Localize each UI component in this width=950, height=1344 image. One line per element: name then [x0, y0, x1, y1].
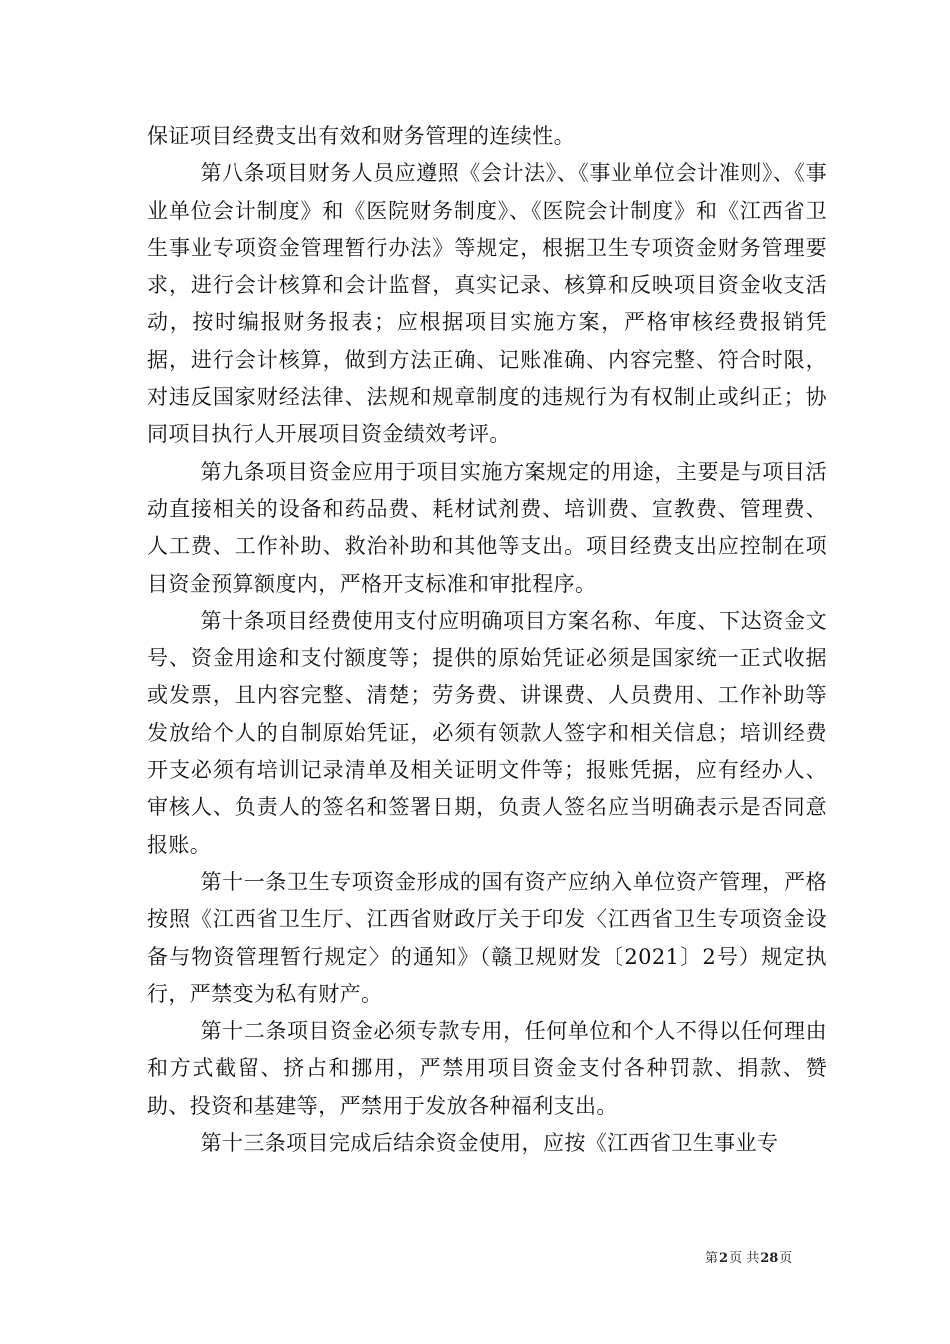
footer-middle: 页 共: [729, 1251, 760, 1266]
footer-prefix: 第: [705, 1251, 719, 1266]
footer-total-pages: 28: [760, 1251, 779, 1266]
paragraph-article-8: 第八条项目财务人员应遵照《会计法》、《事业单位会计准则》、《事业单位会计制度》和《医院财务制度》、《医院会计制度》和《江西省卫生事业专项资金管理暂行办法》等规定，根据卫生专项资金财务管理要求，进行会计核算和会计监督，真实记录、核算和反映项目资金收支活动，按时编报财务报表；应根据项目实施方案，严格审核经费报销凭据，进行会计核算，做到方法正确、记账准确、内容完整、符合时限，对违反国家财经法律、法规和规章制度的违规行为有权制止或纠正；协同项目执行人开展项目资金绩效考评。: [147, 161, 827, 447]
paragraph-continuation: 保证项目经费支出有效和财务管理的连续性。: [147, 124, 575, 148]
paragraph-article-10: 第十条项目经费使用支付应明确项目方案名称、年度、下达资金文号、资金用途和支付额度等；提供的原始凭证必须是国家统一正式收据或发票，且内容完整、清楚；劳务费、讲课费、人员费用、工作补助等发放给个人的自制原始凭证，必须有领款人签字和相关信息；培训经费开支必须有培训记录清单及相关证明文件等；报账凭据，应有经办人、审核人、负责人的签名和签署日期，负责人签名应当明确表示是否同意报账。: [147, 608, 827, 857]
document-body: [147, 118, 827, 1162]
footer-suffix: 页: [779, 1251, 793, 1266]
paragraph-article-9: 第九条项目资金应用于项目实施方案规定的用途，主要是与项目活动直接相关的设备和药品费、耗材试剂费、培训费、宣教费、管理费、人工费、工作补助、救治补助和其他等支出。项目经费支出应控制在项目资金预算额度内，严格开支标准和审批程序。: [147, 459, 827, 596]
paragraph-article-12: 第十二条项目资金必须专款专用，任何单位和个人不得以任何理由和方式截留、挤占和挪用，严禁用项目资金支付各种罚款、捐款、赞助、投资和基建等，严禁用于发放各种福利支出。: [147, 1019, 827, 1118]
paragraph-article-11: 第十一条卫生专项资金形成的国有资产应纳入单位资产管理，严格按照《江西省卫生厅、江西省财政厅关于印发〈江西省卫生专项资金设备与物资管理暂行规定〉的通知》（赣卫规财发〔2021〕2号）规定执行，严禁变为私有财产。: [147, 869, 827, 1006]
paragraph-article-13: 第十三条项目完成后结余资金使用，应按《江西省卫生事业专: [200, 1131, 779, 1156]
footer-current-page: 2: [719, 1251, 729, 1266]
page-footer: [705, 1247, 792, 1266]
